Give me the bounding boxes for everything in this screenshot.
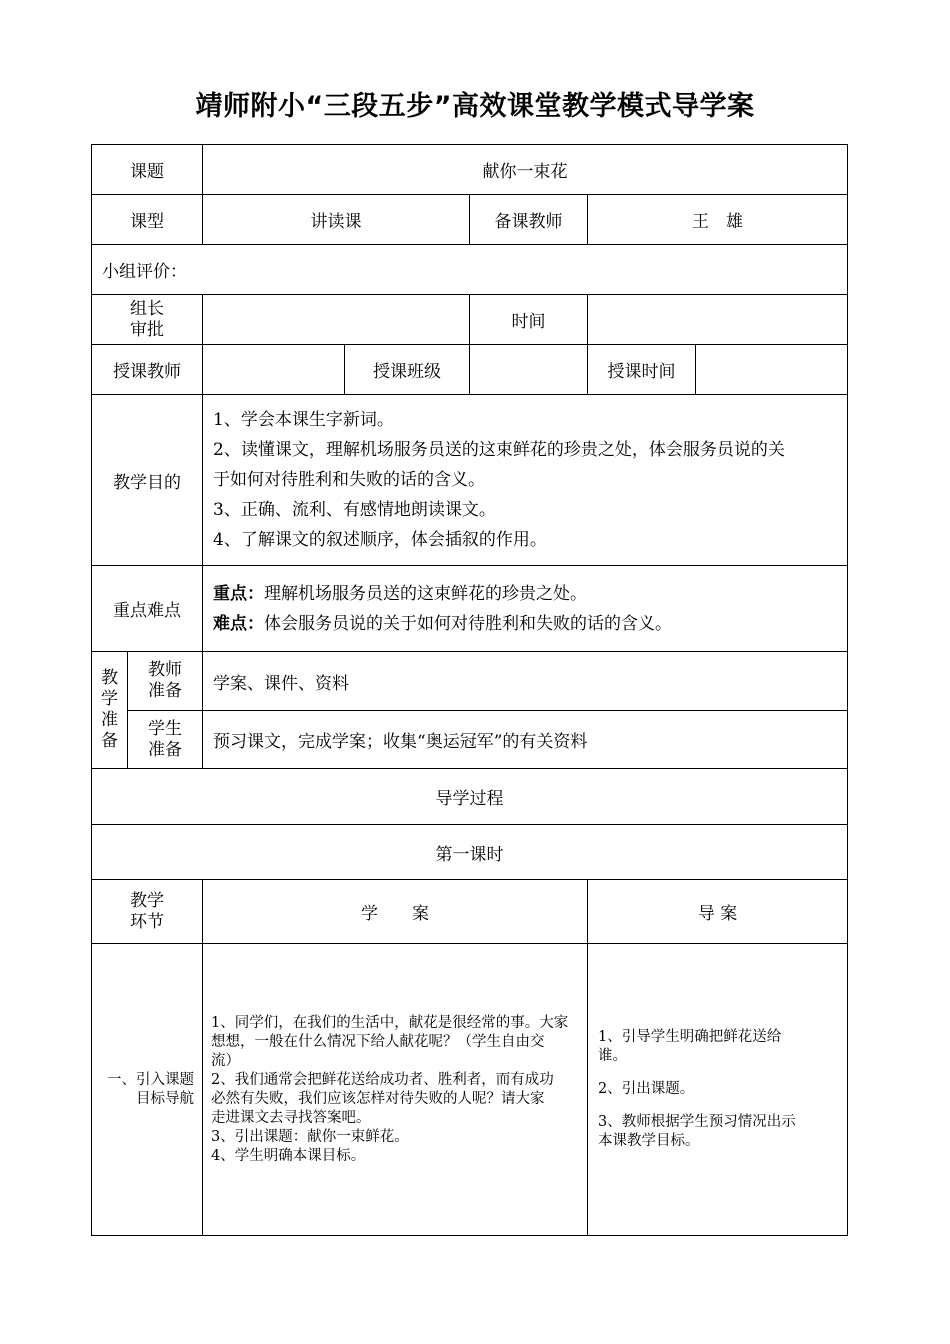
prep-label: 教 学 准 备: [92, 652, 128, 769]
period-heading: 第一课时: [92, 825, 848, 880]
approval-time-label: 时间: [470, 295, 588, 345]
group-eval-row: [92, 245, 848, 295]
student-prep-value: 预习课文，完成学案；收集“奥运冠军”的有关资料: [203, 711, 848, 769]
group-eval-label: 小组评价：: [92, 245, 848, 295]
lesson-plan-table: [91, 144, 848, 1236]
lesson-label: 课题: [92, 145, 203, 195]
columns-header-row: [92, 880, 848, 944]
goal-item: 4、了解课文的叙述顺序，体会插叙的作用。: [213, 530, 547, 550]
prep-student-row: [92, 711, 848, 769]
approval-value: [203, 295, 470, 345]
process-row: [92, 769, 848, 825]
goal-item: 于如何对待胜利和失败的话的含义。: [213, 470, 485, 490]
study-column-header: 学 案: [203, 880, 588, 944]
guide-line: 本课教学目标。: [598, 1133, 700, 1149]
period-row: [92, 825, 848, 880]
guide-line: 2、引出课题。: [598, 1081, 695, 1097]
study-line: 流）: [211, 1052, 240, 1069]
guide-line: 3、教师根据学生预习情况出示: [598, 1114, 796, 1130]
lesson-value: 献你一束花: [203, 145, 848, 195]
goal-item: 2、读懂课文，理解机场服务员送的这束鲜花的珍贵之处，体会服务员说的关: [213, 440, 785, 460]
prep-teacher-label: 备课教师: [470, 195, 588, 245]
goals-list: [203, 395, 848, 566]
teacher-prep-label: 教师 准备: [128, 652, 203, 711]
lesson-row: [92, 145, 848, 195]
study-line: 必然有失败，我们应该怎样对待失败的人呢？请大家: [211, 1090, 545, 1107]
teaching-class-value: [470, 345, 588, 395]
page-title: 靖师附小“三段五步”高效课堂教学模式导学案: [195, 91, 755, 122]
key-points-row: [92, 566, 848, 652]
section-study-content: [203, 944, 588, 1236]
stage-column-header: 教学 环节: [92, 880, 203, 944]
teaching-time-label: 授课时间: [588, 345, 696, 395]
goals-label: 教学目的: [92, 395, 203, 566]
key-point: 重点：理解机场服务员送的这束鲜花的珍贵之处。: [213, 583, 587, 604]
goal-item: 1、学会本课生字新词。: [213, 410, 394, 430]
goal-item: 3、正确、流利、有感情地朗读课文。: [213, 500, 496, 520]
student-prep-label: 学生 准备: [128, 711, 203, 769]
teaching-teacher-value: [203, 345, 345, 395]
study-line: 想想，一般在什么情况下给人献花呢？（学生自由交: [211, 1033, 545, 1050]
teaching-class-label: 授课班级: [345, 345, 470, 395]
section-guide-content: [588, 944, 848, 1236]
approval-label: 组长 审批: [92, 295, 203, 345]
type-value: 讲读课: [203, 195, 470, 245]
prep-teacher-value: 王 雄: [588, 195, 848, 245]
teaching-teacher-label: 授课教师: [92, 345, 203, 395]
type-label: 课型: [92, 195, 203, 245]
goals-row: [92, 395, 848, 566]
approval-time-value: [588, 295, 848, 345]
teaching-time-value: [696, 345, 848, 395]
section-row: [92, 944, 848, 1236]
study-line: 4、学生明确本课目标。: [211, 1147, 366, 1164]
study-line: 走进课文去寻找答案吧。: [211, 1109, 371, 1126]
approval-row: [92, 295, 848, 345]
prep-teacher-row: [92, 652, 848, 711]
guide-line: 1、引导学生明确把鲜花送给: [598, 1029, 782, 1045]
key-points-content: [203, 566, 848, 652]
difficult-point: 难点：体会服务员说的关于如何对待胜利和失败的话的含义。: [213, 613, 672, 634]
process-heading: 导学过程: [92, 769, 848, 825]
study-line: 1、同学们，在我们的生活中，献花是很经常的事。大家: [211, 1014, 569, 1031]
study-line: 3、引出课题：献你一束鲜花。: [211, 1128, 409, 1145]
teacher-prep-value: 学案、课件、资料: [203, 652, 848, 711]
teaching-row: [92, 345, 848, 395]
type-row: [92, 195, 848, 245]
study-line: 2、我们通常会把鲜花送给成功者、胜利者，而有成功: [211, 1071, 554, 1088]
guide-line: 谁。: [598, 1048, 627, 1064]
section-stage: 一、引入课题 目标导航: [92, 944, 203, 1236]
key-points-label: 重点难点: [92, 566, 203, 652]
guide-column-header: 导 案: [588, 880, 848, 944]
